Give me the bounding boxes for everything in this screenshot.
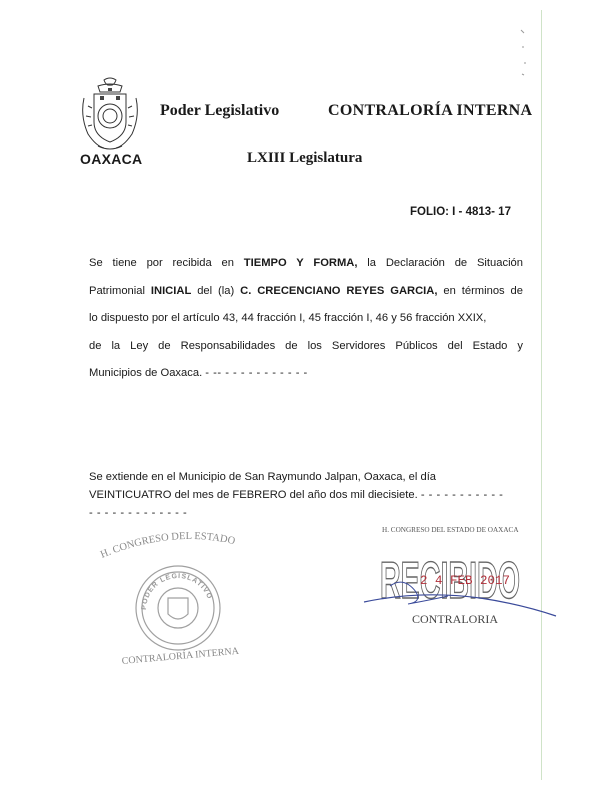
paragraph-line: Se tiene por recibida en TIEMPO Y FORMA, la Declaración de Situación xyxy=(89,257,523,269)
legislature-label: LXIII Legislatura xyxy=(247,150,363,166)
stamp-bottom-text: CONTRALORIA xyxy=(412,612,498,626)
page-edge-line xyxy=(541,10,542,780)
state-name: OAXACA xyxy=(80,151,143,167)
paragraph-line: Municipios de Oaxaca. - -- - - - - - - - - - - - xyxy=(89,367,308,380)
stamp-top-text: H. CONGRESO DEL ESTADO DE OAXACA xyxy=(382,526,519,534)
seal-bottom-text: CONTRALORÍA INTERNA xyxy=(121,645,240,667)
margin-marks xyxy=(519,28,529,78)
seal-arc-text: H. CONGRESO DEL ESTADO xyxy=(99,531,237,561)
folio-number: FOLIO: I - 4813- 17 xyxy=(410,206,511,218)
received-stamp xyxy=(360,520,560,630)
svg-text:H. CONGRESO DEL ESTADO xyxy=(99,531,237,561)
seal-ring-text: PODER LEGISLATIVO xyxy=(140,572,214,611)
internal-comptroller-seal xyxy=(98,528,260,668)
paragraph-line: VEINTICUATRO del mes de FEBRERO del año dos mil diecisiete. - - - - - - - - - - - xyxy=(89,489,504,501)
org-name: Poder Legislativo xyxy=(160,102,280,119)
issuance-paragraph xyxy=(89,468,523,522)
paragraph-line: lo dispuesto por el artículo 43, 44 fracción I, 45 fracción I, 46 y 56 fracción XXIX, xyxy=(89,312,487,325)
declaration-paragraph xyxy=(89,250,523,388)
paragraph-line: Patrimonial INICIAL del (la) C. CRECENCIANO REYES GARCIA, en términos de xyxy=(89,284,523,297)
svg-text:PODER LEGISLATIVO xyxy=(141,573,213,610)
stamp-date: 2 4 FEB 2017 xyxy=(420,574,511,588)
stamp-received-text: RECIBIDO xyxy=(380,552,520,610)
oaxaca-crest-icon xyxy=(78,76,142,156)
department-title: CONTRALORÍA INTERNA xyxy=(328,102,533,119)
paragraph-line: - - - - - - - - - - - - - xyxy=(89,507,188,519)
paragraph-line: Se extiende en el Municipio de San Raymundo Jalpan, Oaxaca, el día xyxy=(89,471,437,483)
paragraph-line: de la Ley de Responsabilidades de los Servidores Públicos del Estado y xyxy=(89,339,523,352)
